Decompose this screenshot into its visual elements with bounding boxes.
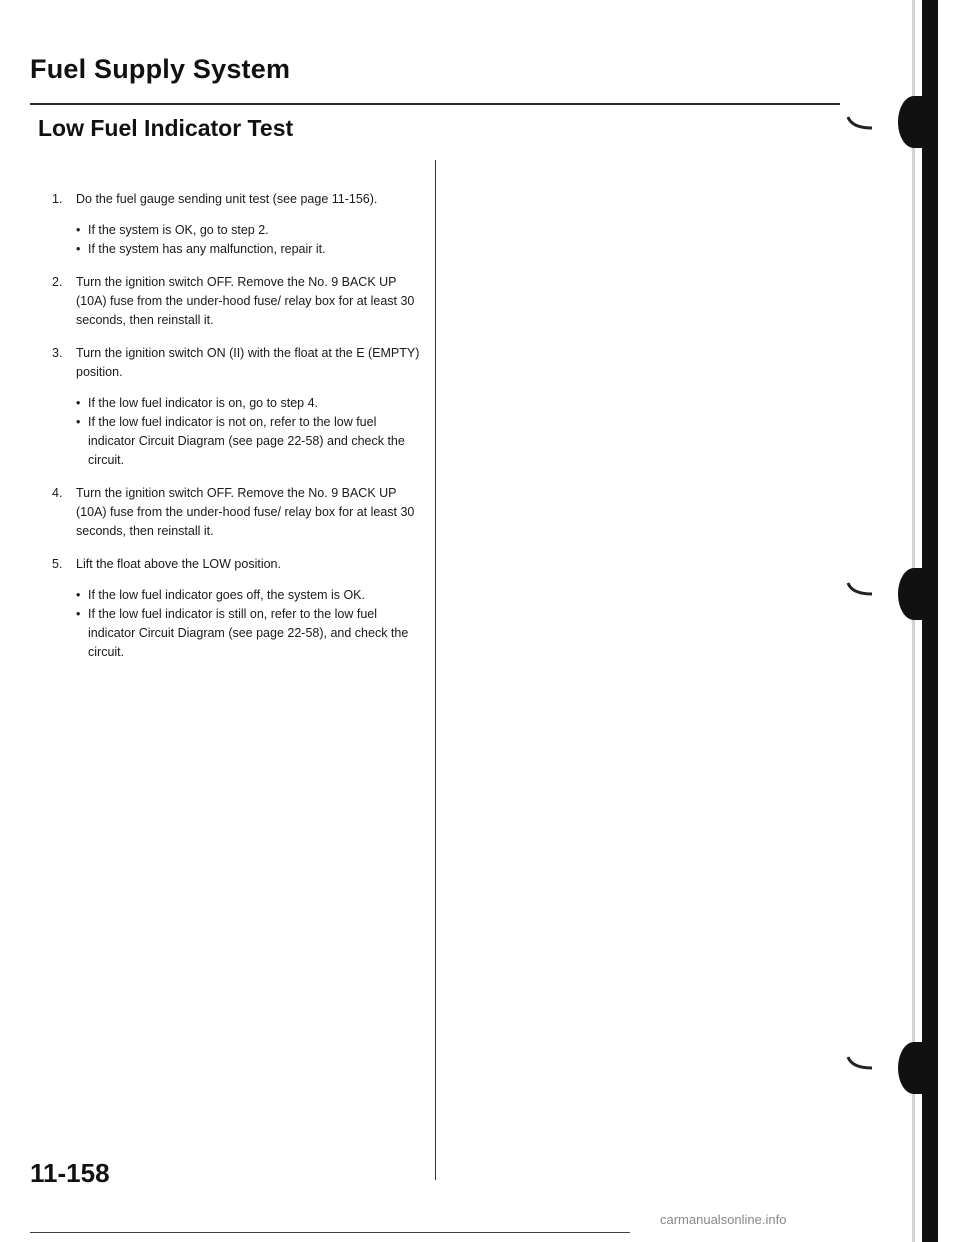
- step-text: Lift the float above the LOW position.: [76, 557, 281, 571]
- bullet-text: If the system has any malfunction, repair it.: [88, 242, 326, 256]
- bullet-dot-icon: •: [76, 242, 81, 256]
- step-bullet: [76, 605, 427, 662]
- step-bullet: [76, 240, 427, 259]
- step-bullet-list: [76, 394, 427, 470]
- corner-mark-icon: [846, 1056, 874, 1070]
- step-number: 5.: [52, 557, 63, 571]
- step-text: Turn the ignition switch OFF. Remove the No. 9 BACK UP (10A) fuse from the under-hood fuse/ relay box for at least 30 seconds, then reinstall it.: [76, 275, 415, 327]
- step-text: Turn the ignition switch ON (II) with the float at the E (EMPTY) position.: [76, 346, 420, 379]
- subsection-title: Low Fuel Indicator Test: [38, 115, 294, 141]
- procedure-steps: [52, 190, 427, 676]
- step-bullet: [76, 221, 427, 240]
- bullet-dot-icon: •: [76, 607, 81, 621]
- step-bullet-list: [76, 221, 427, 259]
- step-text: Turn the ignition switch OFF. Remove the No. 9 BACK UP (10A) fuse from the under-hood fuse/ relay box for at least 30 seconds, then reinstall it.: [76, 486, 415, 538]
- step-bullet-list: [76, 586, 427, 662]
- header-rule: [30, 103, 840, 105]
- bullet-dot-icon: •: [76, 415, 81, 429]
- step-number: 2.: [52, 275, 63, 289]
- corner-mark-icon: [846, 116, 874, 130]
- step-bullet: [76, 413, 427, 470]
- step-item: [52, 555, 427, 662]
- step-number: 3.: [52, 346, 63, 360]
- step-item: [52, 273, 427, 330]
- step-bullet: [76, 586, 427, 605]
- thumb-tab-2: [898, 568, 930, 620]
- bullet-text: If the low fuel indicator goes off, the system is OK.: [88, 588, 365, 602]
- thumb-tab-1: [898, 96, 930, 148]
- page-number: 11-158: [30, 1158, 110, 1188]
- step-item: [52, 484, 427, 541]
- section-title: Fuel Supply System: [30, 54, 291, 84]
- step-number: 4.: [52, 486, 63, 500]
- bullet-text: If the low fuel indicator is not on, refer to the low fuel indicator Circuit Diagram (see page 22-58) and check the circuit.: [88, 415, 405, 467]
- bullet-text: If the low fuel indicator is still on, refer to the low fuel indicator Circuit Diagram (see page 22-58), and check the circuit.: [88, 607, 409, 659]
- step-bullet: [76, 394, 427, 413]
- bullet-text: If the system is OK, go to step 2.: [88, 223, 269, 237]
- column-divider: [435, 160, 436, 1180]
- corner-mark-icon: [846, 582, 874, 596]
- bullet-dot-icon: •: [76, 588, 81, 602]
- step-item: [52, 344, 427, 470]
- step-item: [52, 190, 427, 259]
- thumb-tab-3: [898, 1042, 930, 1094]
- bullet-text: If the low fuel indicator is on, go to step 4.: [88, 396, 318, 410]
- bottom-rule: [30, 1232, 630, 1233]
- step-number: 1.: [52, 192, 63, 206]
- bullet-dot-icon: •: [76, 396, 81, 410]
- watermark: carmanualsonline.info: [660, 1212, 787, 1227]
- step-text: Do the fuel gauge sending unit test (see page 11-156).: [76, 192, 378, 206]
- bullet-dot-icon: •: [76, 223, 81, 237]
